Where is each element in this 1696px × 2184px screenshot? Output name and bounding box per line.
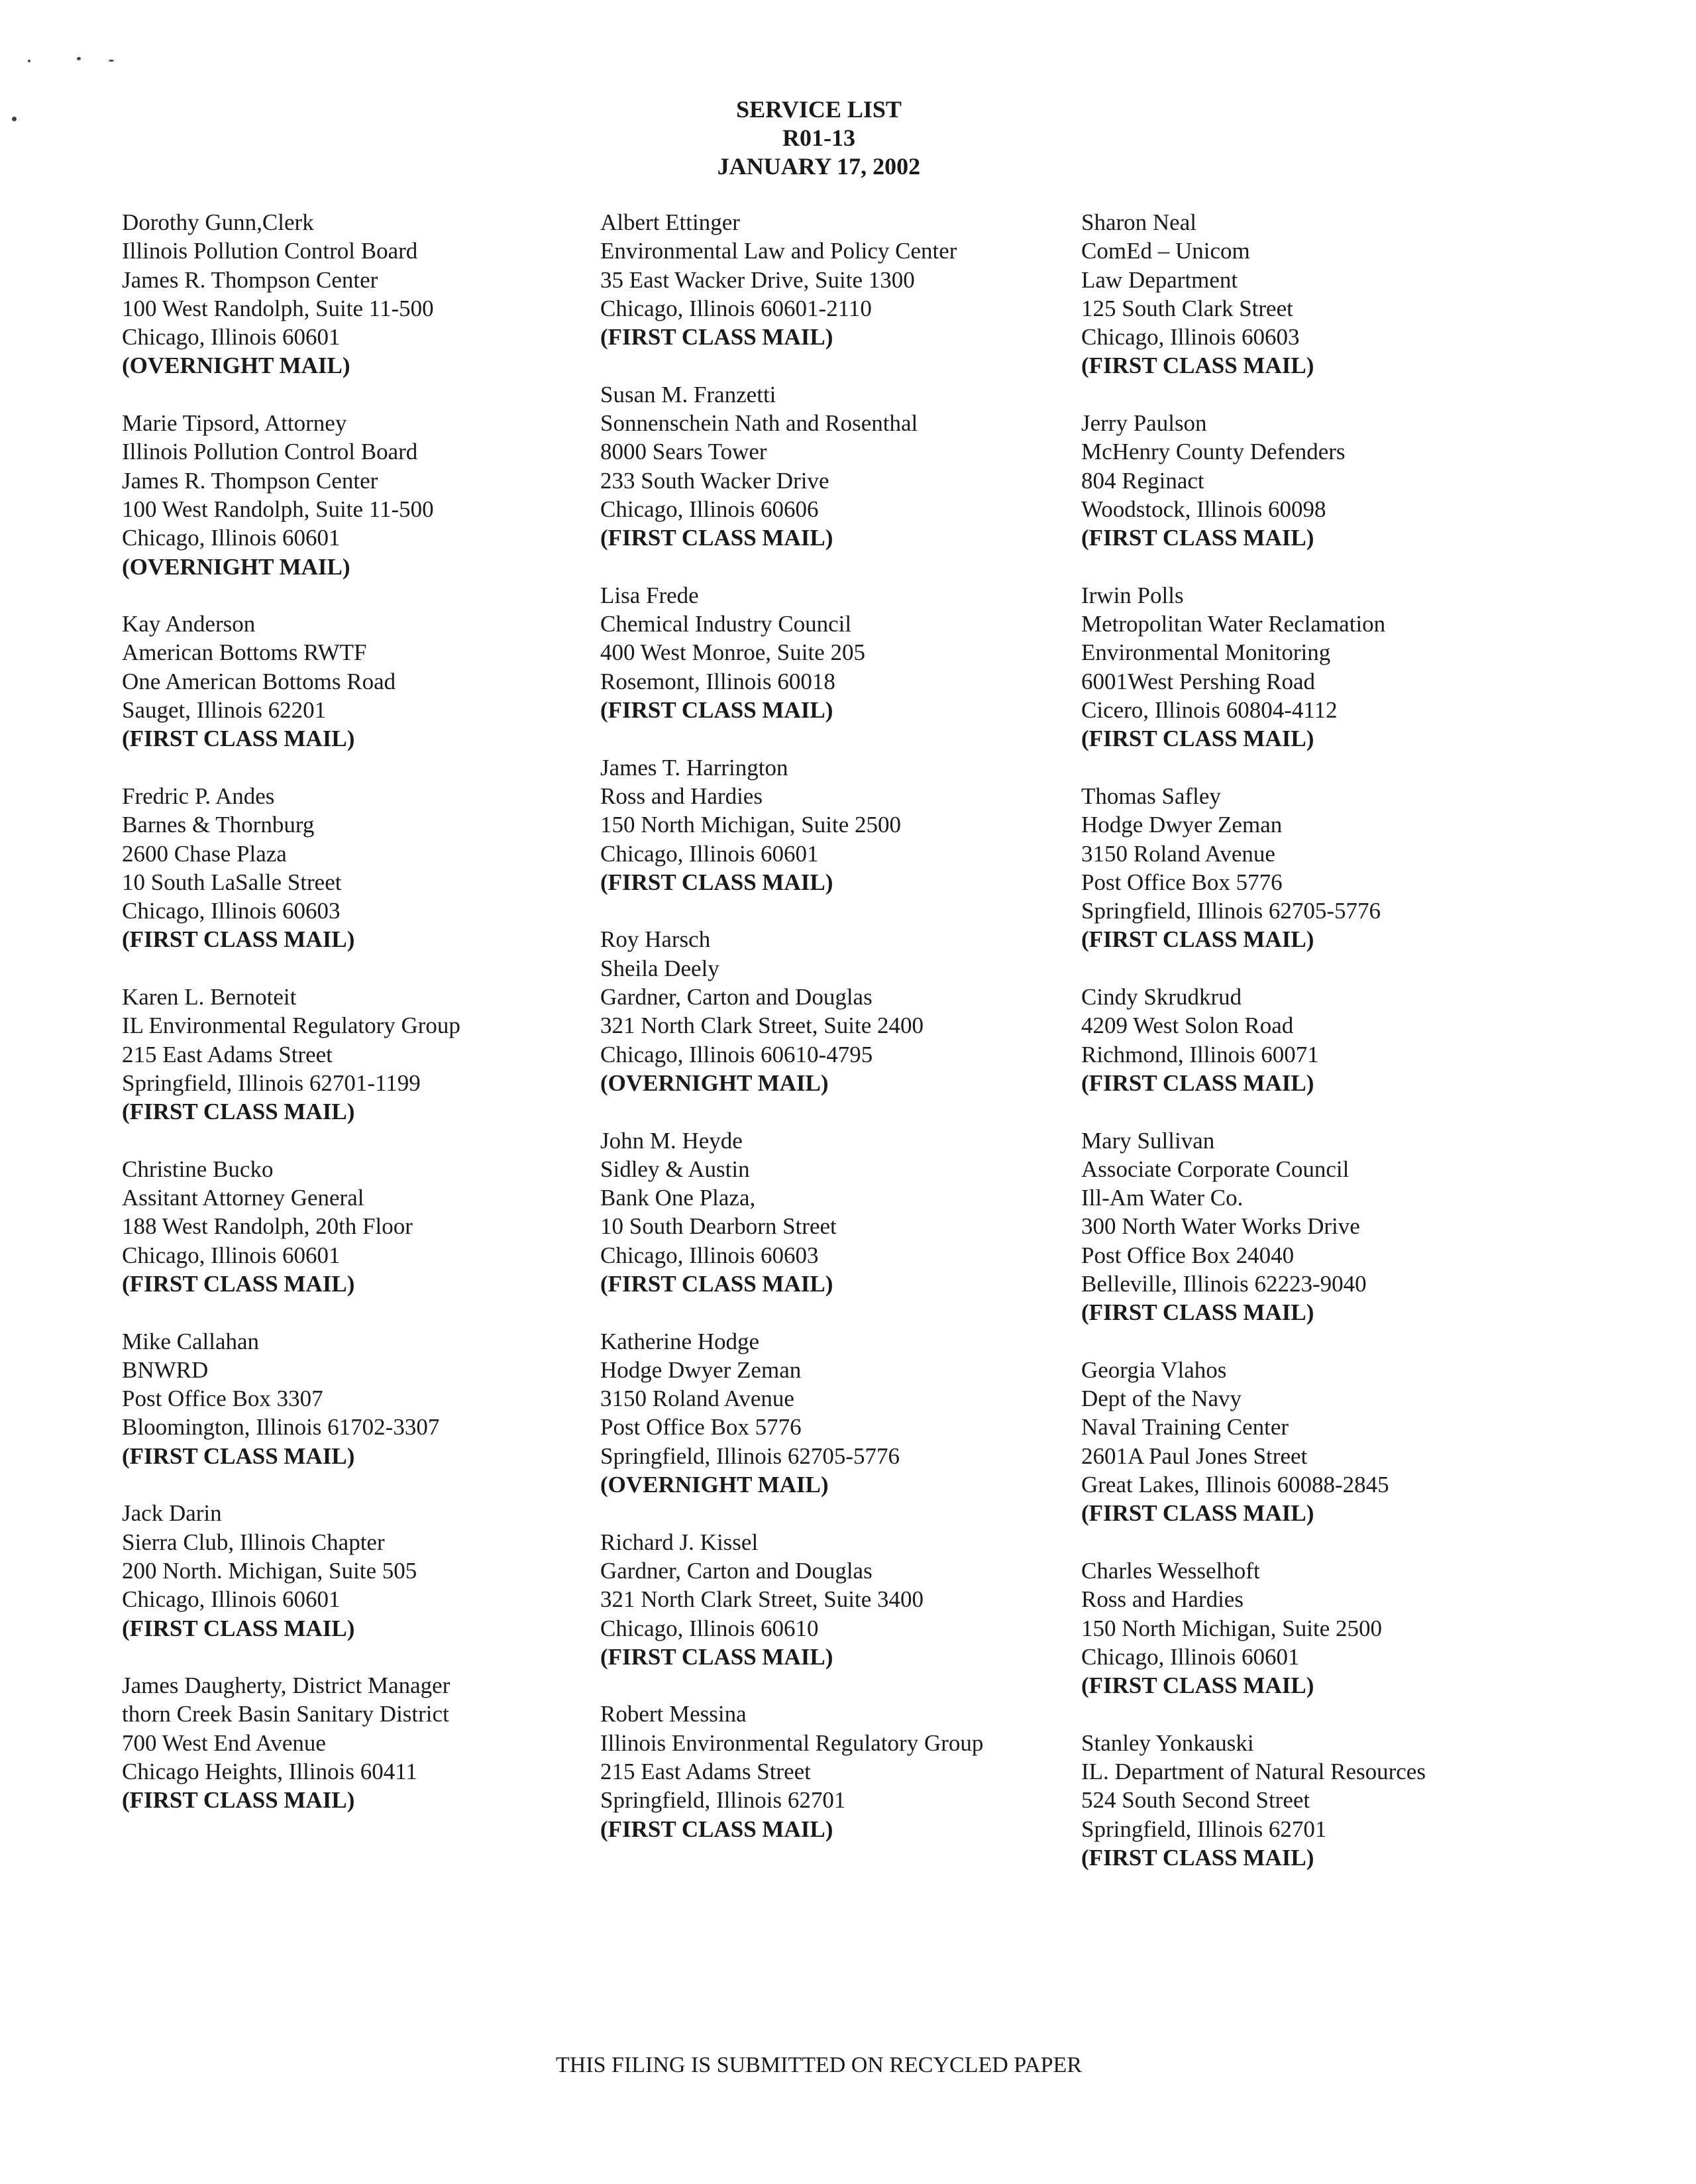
address-line: 150 North Michigan, Suite 2500 — [1081, 1615, 1382, 1641]
recipient-name: James Daugherty, District Manager — [122, 1672, 450, 1699]
service-column-left — [122, 208, 586, 1843]
address-line: Chicago, Illinois 60601-2110 — [600, 295, 872, 321]
service-entry — [122, 983, 586, 1126]
service-entry — [600, 581, 1051, 724]
address-line: IL. Department of Natural Resources — [1081, 1759, 1426, 1785]
service-entry — [1081, 581, 1558, 753]
address-line: 2601A Paul Jones Street — [1081, 1443, 1308, 1469]
recipient-name: Susan M. Franzetti — [600, 381, 776, 408]
address-line: Associate Corporate Council — [1081, 1156, 1350, 1182]
address-line: Springfield, Illinois 62701 — [600, 1787, 846, 1814]
address-line: Chicago, Illinois 60601 — [122, 324, 341, 351]
service-entry — [1081, 1126, 1558, 1327]
recipient-name: Marie Tipsord, Attorney — [122, 410, 347, 437]
address-line: Chicago, Illinois 60601 — [122, 525, 341, 551]
address-line: 215 East Adams Street — [122, 1041, 333, 1067]
recipient-name: Jerry Paulson — [1081, 410, 1207, 437]
recipient-name: Charles Wesselhoft — [1081, 1557, 1260, 1584]
service-entry — [600, 925, 1051, 1097]
service-column-middle — [600, 208, 1051, 1872]
address-line: Chicago Heights, Illinois 60411 — [122, 1759, 417, 1785]
mail-method: (FIRST CLASS MAIL) — [122, 1787, 355, 1814]
address-line: Sidley & Austin — [600, 1156, 750, 1182]
mail-method: (OVERNIGHT MAIL) — [122, 353, 350, 379]
address-line: James R. Thompson Center — [122, 467, 378, 494]
scan-speck — [28, 60, 30, 62]
address-line: 10 South LaSalle Street — [122, 869, 342, 895]
address-line: Great Lakes, Illinois 60088-2845 — [1081, 1472, 1389, 1498]
mail-method: (OVERNIGHT MAIL) — [122, 553, 350, 580]
address-line: 700 West End Avenue — [122, 1729, 326, 1756]
address-line: One American Bottoms Road — [122, 668, 396, 694]
address-line: Ill-Am Water Co. — [1081, 1185, 1244, 1211]
service-entry — [1081, 1356, 1558, 1528]
recipient-name: Lisa Frede — [600, 582, 699, 608]
recipient-name: Fredric P. Andes — [122, 783, 275, 809]
address-line: Springfield, Illinois 62701-1199 — [122, 1069, 421, 1096]
mail-method: (FIRST CLASS MAIL) — [1081, 1069, 1314, 1096]
address-line: Rosemont, Illinois 60018 — [600, 668, 835, 694]
address-line: Assitant Attorney General — [122, 1185, 364, 1211]
recipient-name: Christine Bucko — [122, 1156, 274, 1182]
mail-method: (FIRST CLASS MAIL) — [122, 1443, 355, 1469]
address-line: 150 North Michigan, Suite 2500 — [600, 812, 901, 838]
address-line: Gardner, Carton and Douglas — [600, 1557, 873, 1584]
recipient-name: Richard J. Kissel — [600, 1529, 759, 1555]
address-line: IL Environmental Regulatory Group — [122, 1012, 460, 1039]
mail-method: (FIRST CLASS MAIL) — [122, 1270, 355, 1297]
service-list-header — [0, 95, 1638, 181]
address-line: 804 Reginact — [1081, 467, 1204, 494]
address-line: 8000 Sears Tower — [600, 439, 767, 465]
address-line: Chicago, Illinois 60601 — [1081, 1643, 1300, 1670]
address-line: 4209 West Solon Road — [1081, 1012, 1294, 1039]
address-line: James R. Thompson Center — [122, 266, 378, 293]
address-line: Belleville, Illinois 62223-9040 — [1081, 1270, 1367, 1297]
address-line: 10 South Dearborn Street — [600, 1213, 837, 1240]
recycled-paper-footer: THIS FILING IS SUBMITTED ON RECYCLED PAPER — [555, 2053, 1083, 2077]
address-line: Post Office Box 5776 — [600, 1414, 802, 1441]
mail-method: (OVERNIGHT MAIL) — [600, 1472, 829, 1498]
recipient-name: Albert Ettinger — [600, 209, 740, 235]
address-line: Barnes & Thornburg — [122, 812, 315, 838]
address-line: Environmental Monitoring — [1081, 639, 1331, 666]
address-line: Gardner, Carton and Douglas — [600, 984, 873, 1010]
address-line: Chicago, Illinois 60603 — [1081, 324, 1300, 351]
service-entry — [600, 208, 1051, 351]
recipient-name: Kay Anderson — [122, 611, 256, 637]
scan-speck — [109, 60, 114, 62]
address-line: ComEd – Unicom — [1081, 238, 1250, 264]
recipient-name: Karen L. Bernoteit — [122, 984, 297, 1010]
address-line: McHenry County Defenders — [1081, 439, 1346, 465]
address-line: Chicago, Illinois 60606 — [600, 496, 819, 522]
address-line: Post Office Box 24040 — [1081, 1242, 1295, 1268]
service-entry — [1081, 409, 1558, 552]
address-line: 300 North Water Works Drive — [1081, 1213, 1360, 1240]
address-line: Springfield, Illinois 62701 — [1081, 1816, 1327, 1842]
address-line: Chemical Industry Council — [600, 611, 852, 637]
mail-method: (FIRST CLASS MAIL) — [122, 1099, 355, 1125]
mail-method: (FIRST CLASS MAIL) — [122, 726, 355, 752]
service-entry — [1081, 208, 1558, 380]
address-line: Sonnenschein Nath and Rosenthal — [600, 410, 918, 437]
header-title: SERVICE LIST — [736, 96, 902, 123]
address-line: BNWRD — [122, 1356, 209, 1383]
recipient-name: John M. Heyde — [600, 1127, 743, 1154]
address-line: 35 East Wacker Drive, Suite 1300 — [600, 266, 915, 293]
address-line: 524 South Second Street — [1081, 1787, 1310, 1814]
mail-method: (OVERNIGHT MAIL) — [600, 1069, 829, 1096]
service-entry — [600, 1700, 1051, 1843]
service-entry — [122, 782, 586, 954]
address-line: Richmond, Illinois 60071 — [1081, 1041, 1319, 1067]
address-line: Hodge Dwyer Zeman — [1081, 812, 1283, 838]
recipient-name: Mary Sullivan — [1081, 1127, 1215, 1154]
mail-method: (FIRST CLASS MAIL) — [600, 869, 833, 895]
recipient-name: Dorothy Gunn,Clerk — [122, 209, 314, 235]
address-line: Metropolitan Water Reclamation — [1081, 611, 1386, 637]
header-docket: R01-13 — [782, 125, 855, 151]
mail-method: (FIRST CLASS MAIL) — [1081, 1844, 1314, 1871]
service-entry — [600, 1327, 1051, 1500]
service-entry — [1081, 983, 1558, 1097]
mail-method: (FIRST CLASS MAIL) — [600, 324, 833, 351]
mail-method: (FIRST CLASS MAIL) — [1081, 1500, 1314, 1527]
mail-method: (FIRST CLASS MAIL) — [122, 1615, 355, 1641]
address-line: Sauget, Illinois 62201 — [122, 697, 327, 724]
address-line: Chicago, Illinois 60601 — [122, 1586, 341, 1613]
address-line: Dept of the Navy — [1081, 1386, 1242, 1412]
mail-method: (FIRST CLASS MAIL) — [600, 1270, 833, 1297]
address-line: 200 North. Michigan, Suite 505 — [122, 1557, 417, 1584]
recipient-name: Georgia Vlahos — [1081, 1356, 1227, 1383]
service-entry — [1081, 1556, 1558, 1700]
address-line: Chicago, Illinois 60603 — [122, 898, 341, 924]
address-line: Bank One Plaza, — [600, 1185, 756, 1211]
address-line: 233 South Wacker Drive — [600, 467, 829, 494]
address-line: 3150 Roland Avenue — [600, 1386, 794, 1412]
address-line: Chicago, Illinois 60610 — [600, 1615, 819, 1641]
recipient-name: Sharon Neal — [1081, 209, 1196, 235]
service-column-right — [1081, 208, 1558, 1901]
address-line: Bloomington, Illinois 61702-3307 — [122, 1414, 440, 1441]
address-line: Illinois Pollution Control Board — [122, 439, 418, 465]
address-line: 188 West Randolph, 20th Floor — [122, 1213, 413, 1240]
recipient-name: Irwin Polls — [1081, 582, 1184, 608]
recipient-name: Thomas Safley — [1081, 783, 1221, 809]
address-line: Chicago, Illinois 60601 — [600, 840, 819, 867]
recipient-name: Cindy Skrudkrud — [1081, 984, 1242, 1010]
mail-method: (FIRST CLASS MAIL) — [600, 1816, 833, 1842]
address-line: 215 East Adams Street — [600, 1759, 811, 1785]
mail-method: (FIRST CLASS MAIL) — [1081, 353, 1314, 379]
mail-method: (FIRST CLASS MAIL) — [122, 926, 355, 953]
address-line: 6001West Pershing Road — [1081, 668, 1315, 694]
service-entry — [122, 610, 586, 753]
recipient-name: Robert Messina — [600, 1701, 747, 1727]
service-entry — [122, 1499, 586, 1642]
address-line: Sierra Club, Illinois Chapter — [122, 1529, 385, 1555]
mail-method: (FIRST CLASS MAIL) — [1081, 525, 1314, 551]
address-line: Chicago, Illinois 60603 — [600, 1242, 819, 1268]
mail-method: (FIRST CLASS MAIL) — [1081, 1299, 1314, 1326]
scan-speck — [77, 57, 81, 60]
header-date: JANUARY 17, 2002 — [717, 153, 921, 180]
service-entry — [122, 1155, 586, 1298]
address-line: Chicago, Illinois 60601 — [122, 1242, 341, 1268]
service-entry — [600, 1528, 1051, 1671]
address-line: Illinois Pollution Control Board — [122, 238, 418, 264]
mail-method: (FIRST CLASS MAIL) — [1081, 926, 1314, 953]
service-entry — [122, 208, 586, 380]
service-entry — [1081, 1729, 1558, 1872]
recipient-name: James T. Harrington — [600, 754, 788, 781]
address-line: Sheila Deely — [600, 955, 719, 981]
recipient-name: Roy Harsch — [600, 926, 711, 953]
address-line: Woodstock, Illinois 60098 — [1081, 496, 1326, 522]
address-line: thorn Creek Basin Sanitary District — [122, 1701, 449, 1727]
recipient-name: Katherine Hodge — [600, 1328, 760, 1354]
mail-method: (FIRST CLASS MAIL) — [600, 1643, 833, 1670]
mail-method: (FIRST CLASS MAIL) — [1081, 726, 1314, 752]
service-entry — [122, 1327, 586, 1470]
recipient-name: Stanley Yonkauski — [1081, 1729, 1254, 1756]
service-entry — [600, 753, 1051, 897]
service-entry — [122, 409, 586, 581]
address-line: American Bottoms RWTF — [122, 639, 367, 666]
address-line: Ross and Hardies — [1081, 1586, 1244, 1613]
address-line: Environmental Law and Policy Center — [600, 238, 957, 264]
address-line: Post Office Box 5776 — [1081, 869, 1283, 895]
recipient-name: Jack Darin — [122, 1500, 222, 1527]
service-entry — [1081, 782, 1558, 954]
mail-method: (FIRST CLASS MAIL) — [600, 697, 833, 724]
address-line: 125 South Clark Street — [1081, 295, 1293, 321]
address-line: Law Department — [1081, 266, 1238, 293]
address-line: Ross and Hardies — [600, 783, 763, 809]
service-entry — [600, 1126, 1051, 1299]
address-line: Springfield, Illinois 62705-5776 — [1081, 898, 1381, 924]
service-entry — [122, 1671, 586, 1814]
address-line: Hodge Dwyer Zeman — [600, 1356, 802, 1383]
address-line: Chicago, Illinois 60610-4795 — [600, 1041, 873, 1067]
address-line: 400 West Monroe, Suite 205 — [600, 639, 865, 666]
address-line: 321 North Clark Street, Suite 3400 — [600, 1586, 924, 1613]
address-line: Naval Training Center — [1081, 1414, 1289, 1441]
address-line: 3150 Roland Avenue — [1081, 840, 1275, 867]
mail-method: (FIRST CLASS MAIL) — [600, 525, 833, 551]
address-line: 100 West Randolph, Suite 11-500 — [122, 295, 434, 321]
address-line: 321 North Clark Street, Suite 2400 — [600, 1012, 924, 1039]
service-entry — [600, 380, 1051, 553]
address-line: Cicero, Illinois 60804-4112 — [1081, 697, 1338, 724]
recipient-name: Mike Callahan — [122, 1328, 260, 1354]
address-line: Post Office Box 3307 — [122, 1386, 323, 1412]
address-line: Springfield, Illinois 62705-5776 — [600, 1443, 900, 1469]
address-line: 2600 Chase Plaza — [122, 840, 287, 867]
address-line: 100 West Randolph, Suite 11-500 — [122, 496, 434, 522]
address-line: Illinois Environmental Regulatory Group — [600, 1729, 984, 1756]
mail-method: (FIRST CLASS MAIL) — [1081, 1672, 1314, 1699]
